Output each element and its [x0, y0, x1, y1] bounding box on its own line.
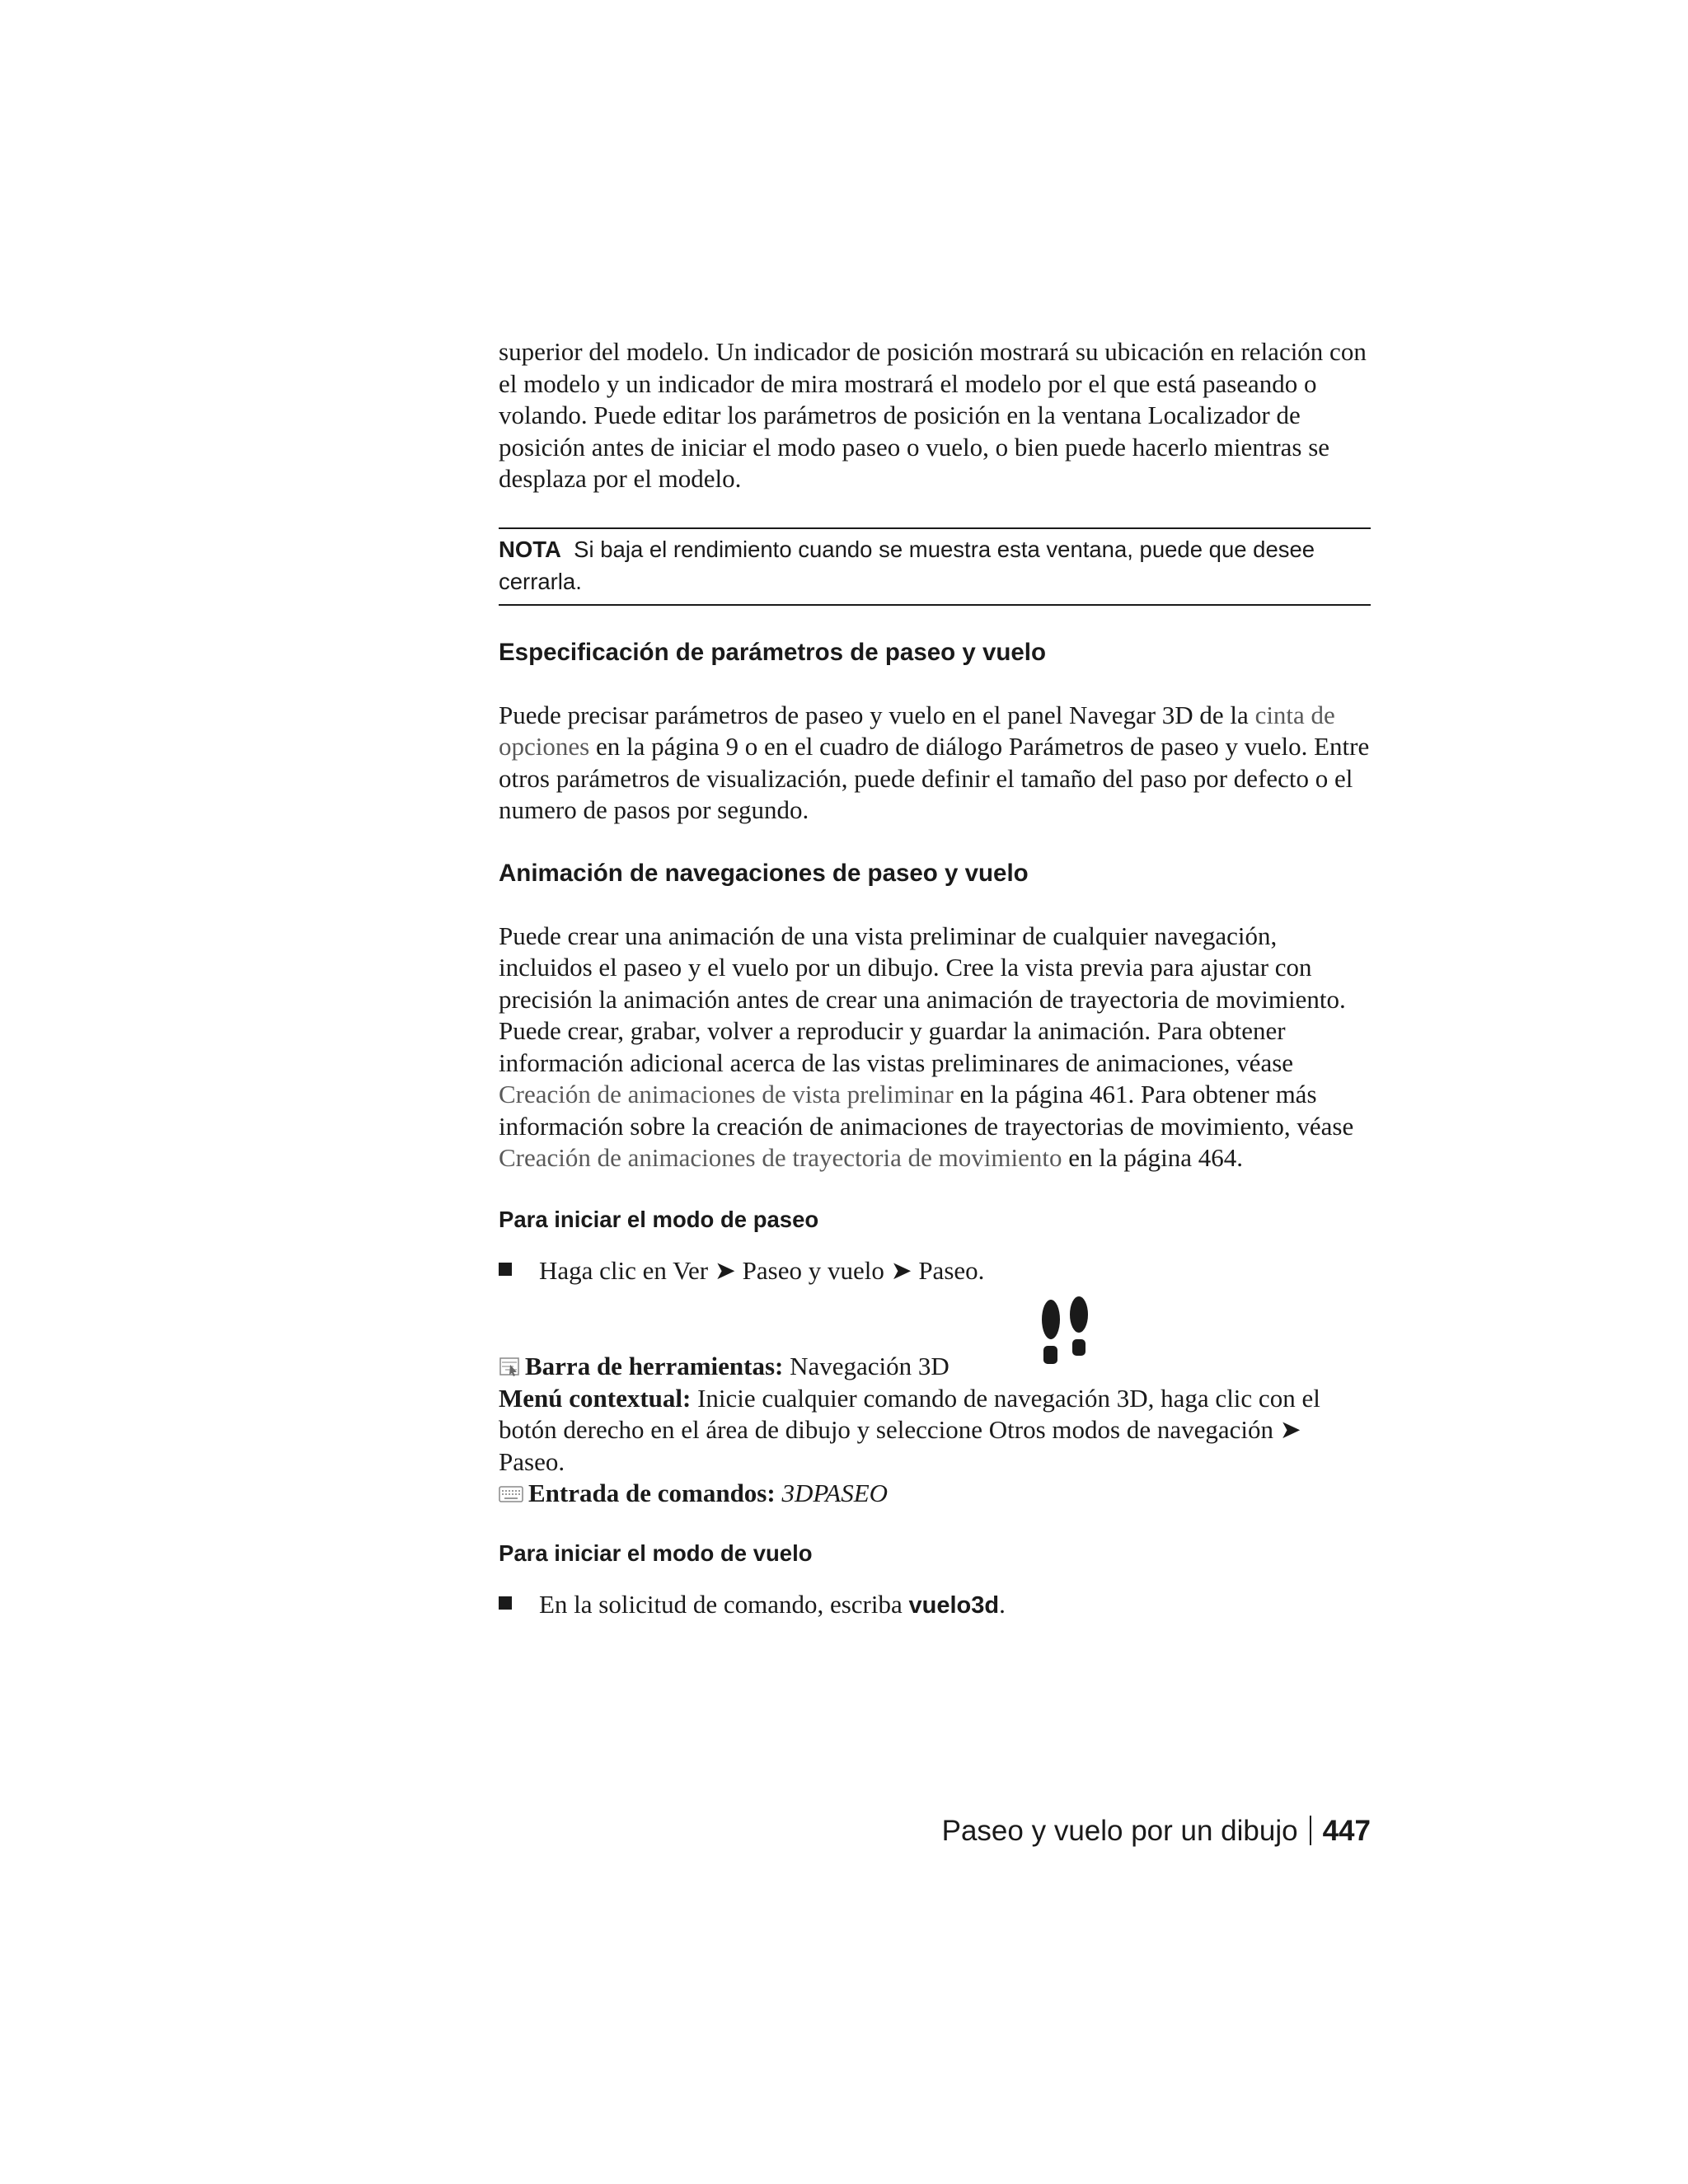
fly-bullet-prefix: En la solicitud de comando, escriba [539, 1589, 909, 1619]
toolbar-value: Navegación 3D [783, 1352, 950, 1380]
procedure-heading-walk: Para iniciar el modo de paseo [499, 1206, 819, 1232]
context-end: Paseo. [499, 1446, 565, 1476]
walk-bullet [499, 1255, 1371, 1287]
walk-bullet-mid: Paseo y vuelo [735, 1255, 891, 1285]
footsteps-icon[interactable] [1036, 1296, 1095, 1371]
section-heading-spec: Especificación de parámetros de paseo y vuelo [499, 638, 1047, 666]
footer-title: Paseo y vuelo por un dibujo [941, 1815, 1298, 1847]
spec-paragraph [499, 700, 1371, 827]
walk-bullet-prefix: Haga clic en Ver [539, 1255, 715, 1285]
toolbar-row [499, 1351, 1371, 1383]
section-heading-anim: Animación de navegaciones de paseo y vuelo [499, 859, 1029, 887]
anim-text-1: Puede crear una animación de una vista preliminar de cualquier navegación, incluidos el paseo y el vuelo por un dibujo. Cree la vista previa para ajustar con precisión la animación antes de crear una animación de trayectoria de movimiento. Puede crear, grabar, volver a reproducir y guardar la animación. Para obtener información adicional acerca de las vistas preliminares de animaciones, véase [499, 921, 1346, 1077]
page-footer [942, 1813, 1371, 1849]
arrow-icon: ➤ [890, 1255, 912, 1285]
anim-text-2: en la página 461. Para obtener más información sobre la creación de animaciones de trayectorias de movimiento, véase [499, 1080, 1354, 1141]
bullet-square-icon [499, 1596, 512, 1610]
note-box [499, 527, 1371, 606]
anim-paragraph [499, 921, 1371, 1174]
spec-text-before: Puede precisar parámetros de paseo y vuelo en el panel Navegar 3D de la [499, 700, 1255, 729]
link-animaciones-vista-preliminar[interactable]: Creación de animaciones de vista preliminar [499, 1080, 954, 1108]
page-content [499, 336, 1371, 1621]
bullet-square-icon [499, 1263, 512, 1276]
fly-bullet-text [539, 1589, 1006, 1622]
fly-bullet-end: . [999, 1589, 1006, 1619]
context-menu-line [499, 1383, 1371, 1479]
page-number: 447 [1322, 1815, 1371, 1847]
command-value: 3DPASEO [781, 1479, 889, 1507]
note-text: Si baja el rendimiento cuando se muestra esta ventana, puede que desee cerrarla. [499, 536, 1315, 594]
anim-text-3: en la página 464. [1062, 1143, 1243, 1172]
footer-separator [1310, 1816, 1311, 1845]
command-label: Entrada de comandos: [528, 1479, 776, 1507]
toolbar-icon [499, 1356, 520, 1377]
fly-command: vuelo3d [908, 1591, 1000, 1619]
link-animaciones-trayectoria[interactable]: Creación de animaciones de trayectoria de movimiento [499, 1143, 1062, 1172]
arrow-icon: ➤ [714, 1255, 736, 1285]
note-label: NOTA [499, 536, 561, 562]
spec-text-after: en la página 9 o en el cuadro de diálogo Parámetros de paseo y vuelo. Entre otros parámetros de visualización, puede definir el tamaño del paso por defecto o el numero de pasos por segundo. [499, 732, 1370, 824]
context-value: Inicie cualquier comando de navegación 3D, haga clic con el botón derecho en el área de dibujo y seleccione Otros modos de navegación [499, 1383, 1320, 1444]
procedure-heading-fly: Para iniciar el modo de vuelo [499, 1540, 813, 1566]
intro-paragraph: superior del modelo. Un indicador de posición mostrará su ubicación en relación con el modelo y un indicador de mira mostrará el modelo por el que está paseando o volando. Puede editar los parámetros de posición en la ventana Localizador de posición antes de iniciar el modo paseo o vuelo, o bien puede hacerlo mientras se desplaza por el modelo. [499, 337, 1367, 493]
keyboard-icon [499, 1485, 523, 1503]
arrow-icon: ➤ [1279, 1415, 1301, 1444]
walk-bullet-text [539, 1255, 984, 1287]
link-cinta-de-opciones[interactable]: cinta de opciones [499, 700, 1335, 761]
toolbar-label: Barra de herramientas: [525, 1352, 784, 1380]
walk-bullet-end: Paseo. [912, 1255, 985, 1285]
context-label: Menú contextual: [499, 1383, 692, 1413]
fly-bullet [499, 1589, 1371, 1622]
command-line [499, 1478, 1371, 1510]
